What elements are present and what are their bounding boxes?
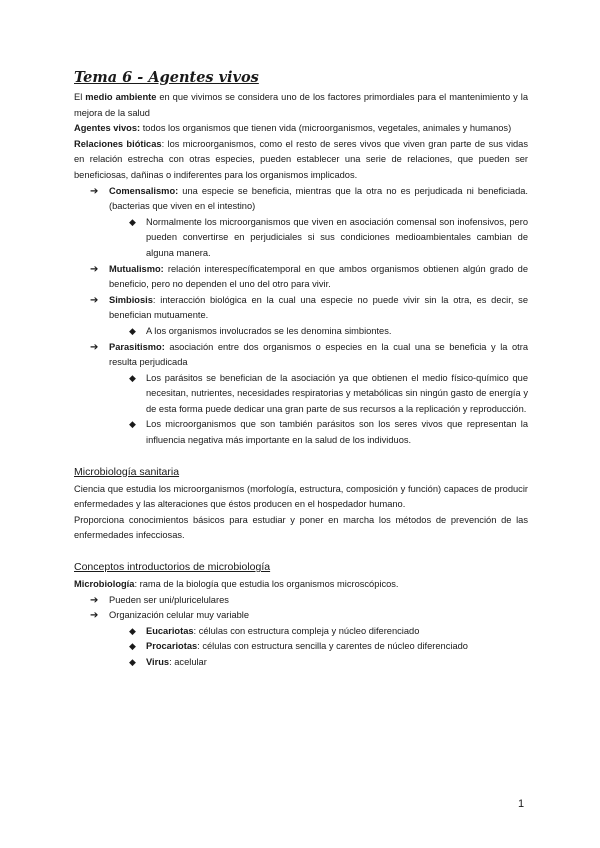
section-heading-microbiologia-sanitaria: Microbiología sanitaria [74, 465, 180, 478]
page-number: 1 [518, 798, 525, 810]
intro-paragraph-3 [74, 137, 528, 184]
comensalismo-text: una especie se beneficia, mientras que la otra no es perjudicada ni beneficiada. (bacterias que viven en el intestino) [109, 185, 528, 212]
diamond-icon: ◆ [129, 625, 136, 636]
intro-p2-text: todos los organismos que tienen vida (microorganismos, vegetales, animales y humanos) [140, 123, 512, 134]
arrow-icon: ➔ [90, 263, 99, 275]
intro-p2-bold: Agentes vivos: [74, 123, 141, 134]
parasitismo-sub-text-2: Los microorganismos que son también parásitos son los seres vivos que representan la influencia negativa más importante en la salud de los individuos. [146, 419, 528, 446]
diamond-icon: ◆ [129, 419, 136, 430]
parasitismo-sub-text-1: Los parásitos se benefician de la asociación ya que obtienen el medio físico-químico que necesitan, nutrientes, necesidades respiratorias y metabólicas sin ningún gasto de energía y de esta forma puede dedicar una gran parte de sus recursos a la replicación y reproducción. [146, 372, 528, 414]
intro-paragraph-1 [74, 90, 528, 121]
comensalismo-term: Comensalismo: [109, 185, 179, 196]
organizacion-celular-text: Organización celular muy variable [109, 610, 250, 621]
sublist-item-virus [74, 655, 528, 671]
arrow-icon: ➔ [90, 594, 99, 606]
intro-p3-bold: Relaciones bióticas [74, 138, 162, 149]
sublist-item-parasitismo-2 [74, 417, 528, 448]
arrow-icon: ➔ [90, 185, 99, 197]
parasitismo-text: asociación entre dos organismos o especies en la cual una se beneficia y la otra resulta perjudicada [109, 341, 528, 368]
conceptos-definition [74, 577, 528, 593]
simbiosis-sub-text: A los organismos involucrados se les denomina simbiontes. [146, 325, 392, 336]
section-heading-conceptos: Conceptos introductorios de microbiología [74, 561, 271, 574]
intro-p1-bold: medio ambiente [85, 92, 157, 102]
diamond-icon: ◆ [129, 657, 136, 667]
virus-text: : acelular [169, 657, 207, 667]
list-item-organizacion-celular [74, 608, 528, 624]
diamond-icon: ◆ [129, 641, 136, 652]
comensalismo-sub-text: Normalmente los microorganismos que viven en asociación comensal son inofensivos, pero pueden convertirse en perjudiciales si sus condiciones medioambientales cambian de alguna manera. [146, 216, 528, 258]
list-item-mutualismo [74, 262, 528, 293]
simbiosis-text: : interacción biológica en la cual una especie no puede vivir sin la otra, es decir, se benefician mutuamente. [109, 294, 528, 321]
procariotas-text: : células con estructura sencilla y carentes de núcleo diferenciado [197, 641, 468, 652]
simbiosis-term: Simbiosis [109, 294, 153, 305]
intro-p1-text: en que vivimos se considera uno de los factores primordiales para el mantenimiento y la mejora de la salud [74, 92, 528, 118]
virus-term: Virus [146, 657, 170, 667]
list-item-parasitismo [74, 340, 528, 371]
uni-pluricelulares-text: Pueden ser uni/pluricelulares [109, 594, 229, 605]
sublist-item-eucariotas [74, 624, 528, 640]
procariotas-term: Procariotas [146, 641, 198, 652]
micro-sanitaria-paragraph-1: Ciencia que estudia los microorganismos (morfología, estructura, composición y función) capaces de producir enfermedades y las alteraciones que éstos producen en el hospedador humano. [74, 483, 528, 510]
mutualismo-term: Mutualismo: [109, 263, 164, 274]
arrow-icon: ➔ [90, 294, 99, 306]
page-title: Tema 6 - Agentes vivos [74, 69, 259, 86]
diamond-icon: ◆ [129, 372, 136, 383]
sublist-item-comensalismo [74, 215, 528, 262]
list-item-comensalismo [74, 184, 528, 215]
diamond-icon: ◆ [129, 325, 136, 336]
microbiologia-term: Microbiología [74, 579, 135, 590]
intro-p1-pre: El [74, 92, 86, 102]
document-page [74, 68, 528, 671]
arrow-icon: ➔ [90, 610, 99, 622]
list-item-uni-pluricelulares [74, 593, 528, 609]
microbiologia-text: : rama de la biología que estudia los organismos microscópicos. [134, 579, 399, 590]
micro-sanitaria-paragraph-2: Proporciona conocimientos básicos para estudiar y poner en marcha los métodos de prevención de las enfermedades infecciosas. [74, 514, 528, 541]
list-item-simbiosis [74, 293, 528, 324]
intro-p3-text: : los microorganismos, como el resto de seres vivos que viven gran parte de sus vidas en relación estrecha con otras especies, pueden establecer una serie de relaciones, que pueden ser beneficiosas, dañinas o indiferentes para los organismos implicados. [74, 138, 528, 180]
sublist-item-parasitismo-1 [74, 371, 528, 418]
arrow-icon: ➔ [90, 341, 99, 353]
mutualismo-text: relación interespecíficatemporal en que ambos organismos obtienen algún grado de beneficio, pero no dependen el uno del otro para vivir. [109, 263, 528, 290]
eucariotas-text: : células con estructura compleja y núcleo diferenciado [193, 625, 420, 636]
sublist-item-simbiosis [74, 324, 528, 340]
intro-paragraph-2 [74, 121, 528, 137]
sublist-item-procariotas [74, 639, 528, 655]
eucariotas-term: Eucariotas [146, 625, 194, 636]
parasitismo-term: Parasitismo: [109, 341, 165, 352]
diamond-icon: ◆ [129, 216, 136, 227]
